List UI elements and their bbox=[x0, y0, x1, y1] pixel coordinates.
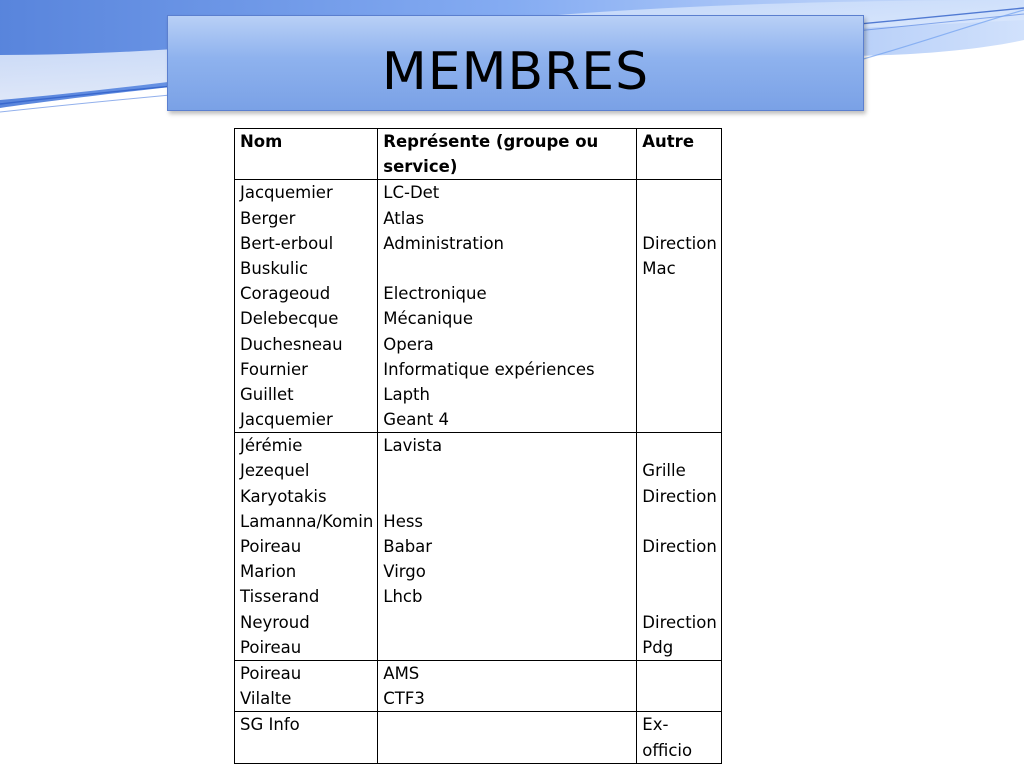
cell-nom bbox=[235, 712, 378, 763]
cell-line-nom: Poireau bbox=[240, 537, 302, 556]
cell-line-autre: officio bbox=[642, 740, 693, 760]
cell-line-represente bbox=[383, 610, 632, 635]
cell-line-nom: Corageoud bbox=[240, 284, 331, 304]
cell-line-nom: Fournier bbox=[240, 359, 308, 379]
cell-line-represente: Administration bbox=[383, 233, 505, 253]
cell-represente bbox=[378, 712, 637, 763]
cell-autre bbox=[637, 433, 722, 661]
cell-line-represente: Lavista bbox=[383, 436, 443, 456]
cell-line-nom: Buskulic bbox=[240, 258, 309, 278]
cell-represente bbox=[378, 180, 637, 433]
cell-represente bbox=[378, 660, 637, 711]
cell-line-represente bbox=[383, 256, 632, 281]
cell-nom bbox=[235, 433, 378, 661]
cell-line-nom: Neyroud bbox=[240, 612, 310, 632]
table-row-group bbox=[235, 660, 722, 711]
cell-line-represente: Electronique bbox=[383, 284, 487, 304]
cell-nom bbox=[235, 660, 378, 711]
cell-line-autre: Direction bbox=[642, 486, 717, 506]
cell-line-represente: AMS bbox=[383, 663, 420, 683]
cell-line-autre: Mac bbox=[642, 258, 676, 278]
cell-line-autre: Ex- bbox=[642, 715, 669, 735]
cell-line-autre bbox=[642, 407, 717, 432]
table-row-group bbox=[235, 712, 722, 763]
cell-line-represente: Geant 4 bbox=[383, 410, 449, 430]
cell-nom bbox=[235, 180, 378, 433]
cell-line-represente: LC-Det bbox=[383, 183, 440, 203]
cell-line-represente: Atlas bbox=[383, 208, 425, 228]
cell-line-autre bbox=[642, 206, 717, 231]
cell-line-nom: Jérémie bbox=[240, 436, 303, 456]
cell-line-nom: Duchesneau bbox=[240, 334, 343, 354]
cell-line-nom: Poireau bbox=[240, 637, 302, 657]
cell-line-autre bbox=[642, 559, 717, 584]
cell-line-represente: Lapth bbox=[383, 384, 430, 404]
cell-line-nom: Karyotakis bbox=[240, 486, 327, 506]
cell-line-nom: SG Info bbox=[240, 715, 300, 735]
cell-line-represente bbox=[383, 458, 632, 483]
title-banner bbox=[167, 15, 864, 111]
page-title: MEMBRES bbox=[381, 42, 650, 102]
cell-line-autre bbox=[642, 357, 717, 382]
cell-autre bbox=[637, 660, 722, 711]
cell-line-represente: CTF3 bbox=[383, 689, 425, 709]
cell-line-represente: Informatique expériences bbox=[383, 359, 595, 379]
cell-line-autre bbox=[642, 382, 717, 407]
cell-line-represente: Hess bbox=[383, 511, 424, 531]
cell-line-nom: Jezequel bbox=[240, 461, 310, 481]
table-header-row bbox=[235, 129, 722, 180]
table-row-group bbox=[235, 433, 722, 661]
cell-line-represente bbox=[383, 484, 632, 509]
header-represente: Représente (groupe ou service) bbox=[378, 129, 637, 180]
cell-line-autre bbox=[642, 306, 717, 331]
cell-line-autre bbox=[642, 433, 717, 458]
cell-line-nom: Guillet bbox=[240, 384, 294, 404]
cell-line-autre bbox=[642, 584, 717, 609]
cell-line-nom: Tisserand bbox=[240, 587, 320, 607]
cell-line-autre bbox=[642, 180, 717, 205]
members-table bbox=[234, 128, 722, 764]
cell-line-nom: Bert-erboul bbox=[240, 233, 334, 253]
cell-line-autre: Direction bbox=[642, 537, 717, 556]
cell-line-nom bbox=[240, 738, 373, 763]
cell-line-nom: Marion bbox=[240, 562, 297, 582]
header-nom: Nom bbox=[235, 129, 378, 180]
table-row-group bbox=[235, 180, 722, 433]
cell-line-autre: Direction bbox=[642, 233, 717, 253]
cell-line-represente: Babar bbox=[383, 537, 433, 556]
cell-line-represente: Virgo bbox=[383, 562, 426, 582]
cell-line-nom: Jacquemier bbox=[240, 410, 333, 430]
cell-line-autre bbox=[642, 332, 717, 357]
cell-autre bbox=[637, 180, 722, 433]
cell-autre bbox=[637, 712, 722, 763]
cell-line-represente bbox=[383, 738, 632, 763]
cell-line-autre bbox=[642, 686, 717, 711]
cell-line-autre bbox=[642, 661, 717, 686]
header-autre: Autre bbox=[637, 129, 722, 180]
cell-line-represente: Opera bbox=[383, 334, 434, 354]
cell-line-represente bbox=[383, 712, 632, 737]
cell-line-represente bbox=[383, 635, 632, 660]
cell-line-autre bbox=[642, 281, 717, 306]
cell-line-nom: Jacquemier bbox=[240, 183, 333, 203]
cell-represente bbox=[378, 433, 637, 661]
cell-line-represente: Mécanique bbox=[383, 309, 473, 329]
cell-line-represente: Lhcb bbox=[383, 587, 423, 607]
cell-line-nom: Vilalte bbox=[240, 689, 292, 709]
cell-line-autre: Direction bbox=[642, 612, 717, 632]
cell-line-autre bbox=[642, 509, 717, 534]
cell-line-nom: Poireau bbox=[240, 663, 302, 683]
cell-line-autre: Grille bbox=[642, 461, 686, 481]
cell-line-autre: Pdg bbox=[642, 637, 674, 657]
cell-line-nom: Lamanna/Komin bbox=[240, 511, 374, 531]
title-reflection bbox=[168, 94, 863, 116]
cell-line-nom: Berger bbox=[240, 208, 296, 228]
cell-line-nom: Delebecque bbox=[240, 309, 339, 329]
